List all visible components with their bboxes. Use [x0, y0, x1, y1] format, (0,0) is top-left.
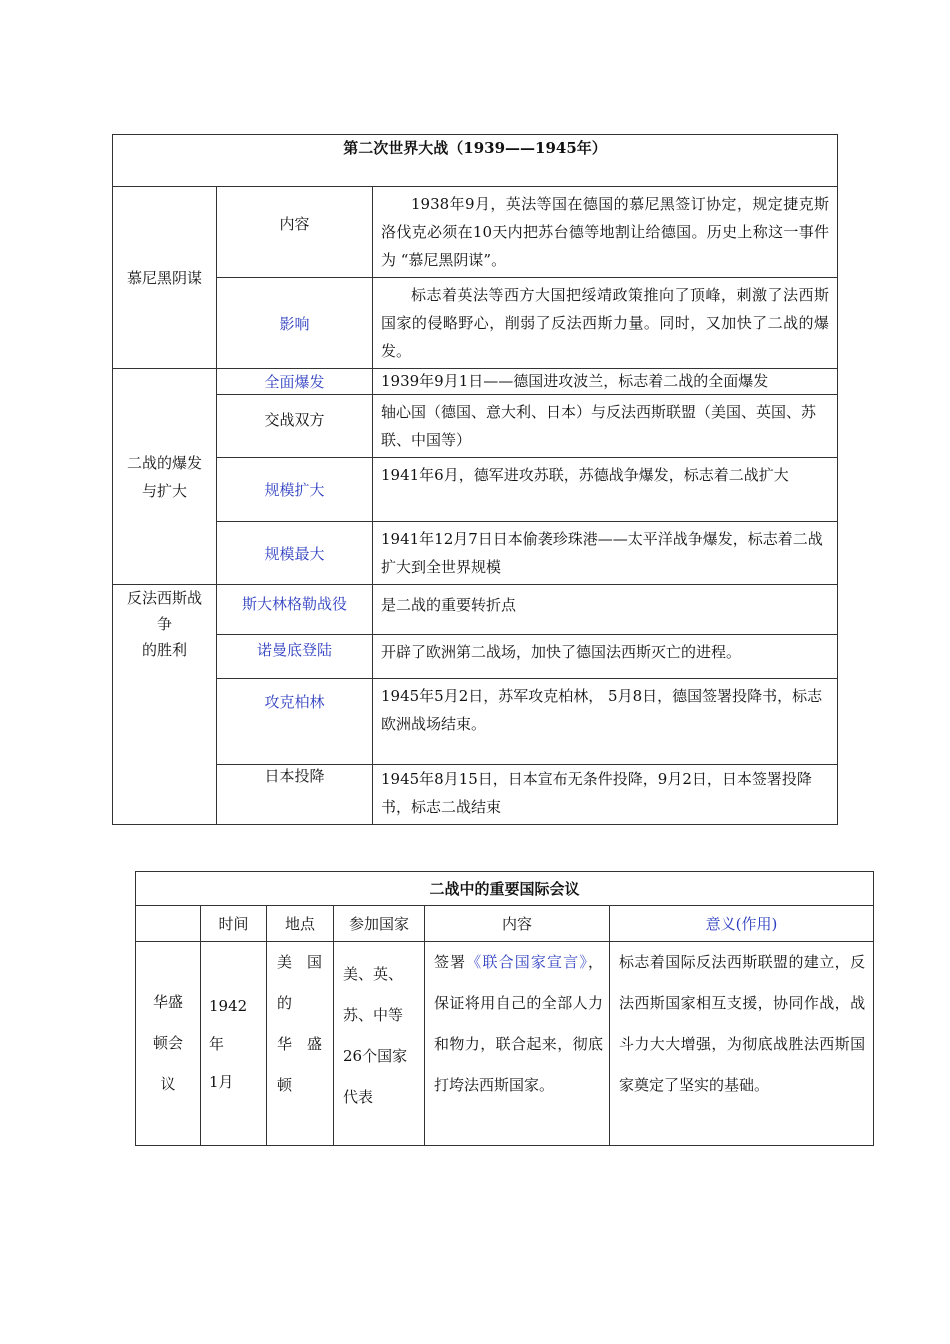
- conference-content: [425, 942, 610, 1146]
- row-label-largest-scale: 规模最大: [217, 522, 373, 585]
- row-text-munich-impact: 标志着英法等西方大国把绥靖政策推向了顶峰，刺激了法西斯国家的侵略野心，削弱了反法西斯力量。同时，又加快了二战的爆发。: [373, 278, 838, 369]
- section-outbreak-line: 二战的爆发: [126, 453, 202, 472]
- conference-time-line: 1942: [209, 996, 248, 1015]
- table1-title: 第二次世界大战（1939——1945年）: [113, 135, 838, 187]
- row-text-berlin: 1945年5月2日，苏军攻克柏林， 5月8日，德国签署投降书，标志欧洲战场结束。: [373, 679, 838, 765]
- content-prefix: 签署: [434, 953, 467, 971]
- table2-title: 二战中的重要国际会议: [136, 872, 874, 906]
- row-text-japan-surrender: 1945年8月15日，日本宣布无条件投降，9月2日，日本签署投降书，标志二战结束: [373, 765, 838, 825]
- conference-meaning: 标志着国际反法西斯联盟的建立，反法西斯国家相互支援，协同作战，战斗力大大增强，为彻底战胜法西斯国家奠定了坚实的基础。: [610, 942, 874, 1146]
- conference-place: [267, 942, 334, 1146]
- section-munich: 慕尼黑阴谋: [113, 187, 217, 369]
- conference-place-line: 顿: [277, 1076, 293, 1094]
- row-label-japan-surrender: 日本投降: [217, 765, 373, 825]
- row-text-normandy: 开辟了欧洲第二战场，加快了德国法西斯灭亡的进程。: [373, 635, 838, 679]
- ww2-summary-table: [112, 134, 838, 825]
- conference-name: [136, 942, 201, 1146]
- conference-place-line: 的: [277, 994, 293, 1012]
- conference-time-line: 1月: [209, 1072, 234, 1091]
- conference-time-line: 年: [209, 1034, 225, 1053]
- conference-name-line: 顿会: [152, 1034, 183, 1052]
- conference-table: [135, 871, 874, 1146]
- conference-countries-line: 苏、中等: [343, 1006, 404, 1024]
- conference-name-line: 议: [160, 1075, 176, 1093]
- row-label-full-outbreak: 全面爆发: [217, 369, 373, 395]
- conference-name-line: 华盛: [152, 993, 183, 1011]
- declaration-link: 《联合国家宣言》: [466, 953, 588, 971]
- row-label-stalingrad: 斯大林格勒战役: [217, 585, 373, 635]
- section-outbreak: [113, 369, 217, 585]
- conference-countries: [334, 942, 425, 1146]
- conference-time: [201, 942, 267, 1146]
- conference-place-line: 华 盛: [277, 1035, 323, 1053]
- section-victory-line: 反法西斯战: [126, 589, 202, 607]
- row-text-full-outbreak: 1939年9月1日——德国进攻波兰，标志着二战的全面爆发: [373, 369, 838, 395]
- header-empty: [136, 906, 201, 942]
- conference-countries-line: 代表: [343, 1088, 374, 1106]
- header-countries: 参加国家: [334, 906, 425, 942]
- conference-countries-line: 美、英、: [343, 965, 404, 983]
- header-meaning: 意义(作用): [610, 906, 874, 942]
- row-label-content: 内容: [217, 187, 373, 278]
- row-text-stalingrad: 是二战的重要转折点: [373, 585, 838, 635]
- row-label-berlin: 攻克柏林: [217, 679, 373, 765]
- conference-place-line: 美 国: [277, 953, 323, 971]
- section-victory-line: 的胜利: [141, 641, 187, 659]
- row-text-expansion: 1941年6月，德军进攻苏联，苏德战争爆发，标志着二战扩大: [373, 458, 838, 522]
- header-content: 内容: [425, 906, 610, 942]
- row-text-belligerents: 轴心国（德国、意大利、日本）与反法西斯联盟（美国、英国、苏联、中国等）: [373, 395, 838, 458]
- content-rest: ，保证将用自己的全部人力和物力，联合起来，彻底打垮法西斯国家。: [434, 953, 603, 1094]
- conference-countries-line: 26个国家: [343, 1047, 408, 1065]
- header-place: 地点: [267, 906, 334, 942]
- section-outbreak-line: 与扩大: [141, 481, 187, 500]
- row-label-expansion: 规模扩大: [217, 458, 373, 522]
- header-time: 时间: [201, 906, 267, 942]
- row-text-munich-content: 1938年9月，英法等国在德国的慕尼黑签订协定，规定捷克斯洛伐克必须在10天内把苏台德等地割让给德国。历史上称这一事件为 “慕尼黑阴谋”。: [373, 187, 838, 278]
- section-victory: [113, 585, 217, 825]
- row-label-normandy: 诺曼底登陆: [217, 635, 373, 679]
- row-label-impact: 影响: [217, 278, 373, 369]
- section-victory-line: 争: [156, 615, 172, 633]
- row-label-belligerents: 交战双方: [217, 395, 373, 458]
- row-text-largest-scale: 1941年12月7日日本偷袭珍珠港——太平洋战争爆发，标志着二战扩大到全世界规模: [373, 522, 838, 585]
